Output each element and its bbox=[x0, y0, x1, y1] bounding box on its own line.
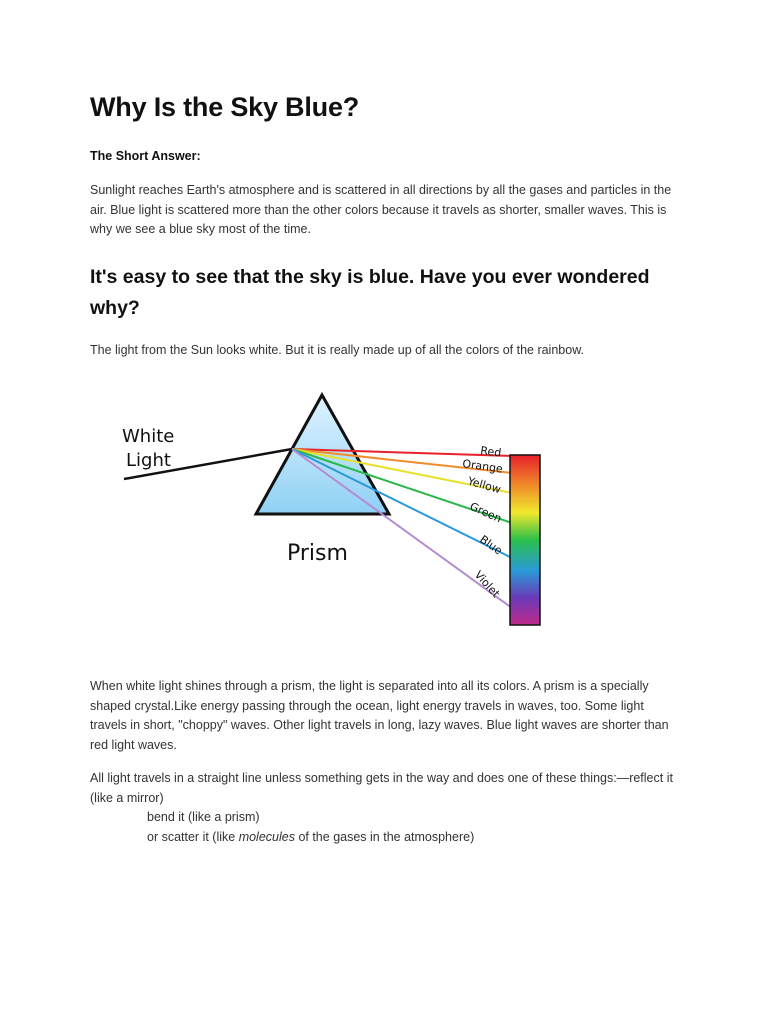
ray-label-red: Red bbox=[479, 444, 502, 460]
page-title: Why Is the Sky Blue? bbox=[90, 92, 360, 122]
section-heading: It's easy to see that the sky is blue. Have you ever wondered why? bbox=[90, 266, 650, 319]
prism-label: Prism bbox=[287, 541, 348, 566]
intro-paragraph: The light from the Sun looks white. But it is really made up of all the colors of the rainbow. bbox=[90, 343, 585, 357]
straight-line-paragraph bbox=[90, 769, 680, 847]
list-item-scatter: or scatter it (like molecules of the gases in the atmosphere) bbox=[147, 829, 475, 844]
spectrum-bar bbox=[510, 455, 540, 625]
ray-label-green: Green bbox=[467, 499, 504, 526]
ray-label-yellow: Yellow bbox=[466, 474, 503, 497]
short-answer-paragraph: Sunlight reaches Earth's atmosphere and is scattered in all directions by all the gases and particles in the air. Blue light is scattered more than the other colors because it travels as shorter, smaller waves. This is why we see a blue sky most of the time. bbox=[90, 183, 672, 236]
prism-paragraph: When white light shines through a prism, the light is separated into all its colors. A prism is a specially shaped crystal.Like energy passing through the ocean, light energy travels in waves, too. Some light travels in short, "choppy" waves. Other light travels in long, lazy waves. Blue light waves are shorter than red light waves. bbox=[90, 679, 669, 752]
white-light-label: White bbox=[122, 426, 175, 447]
ray-label-violet: Violet bbox=[471, 568, 503, 601]
molecules-emphasis: molecules bbox=[238, 829, 295, 844]
list-item-bend: bend it (like a prism) bbox=[147, 810, 260, 824]
short-answer-heading: The Short Answer: bbox=[90, 149, 201, 163]
prism-diagram bbox=[0, 380, 768, 640]
ray-label-blue: Blue bbox=[477, 532, 505, 558]
white-light-label-2: Light bbox=[126, 450, 171, 471]
straight-line-text: All light travels in a straight line unless something gets in the way and does one of these things:—reflect it (like a mirror) bbox=[90, 771, 673, 805]
ray-label-orange: Orange bbox=[461, 457, 504, 476]
